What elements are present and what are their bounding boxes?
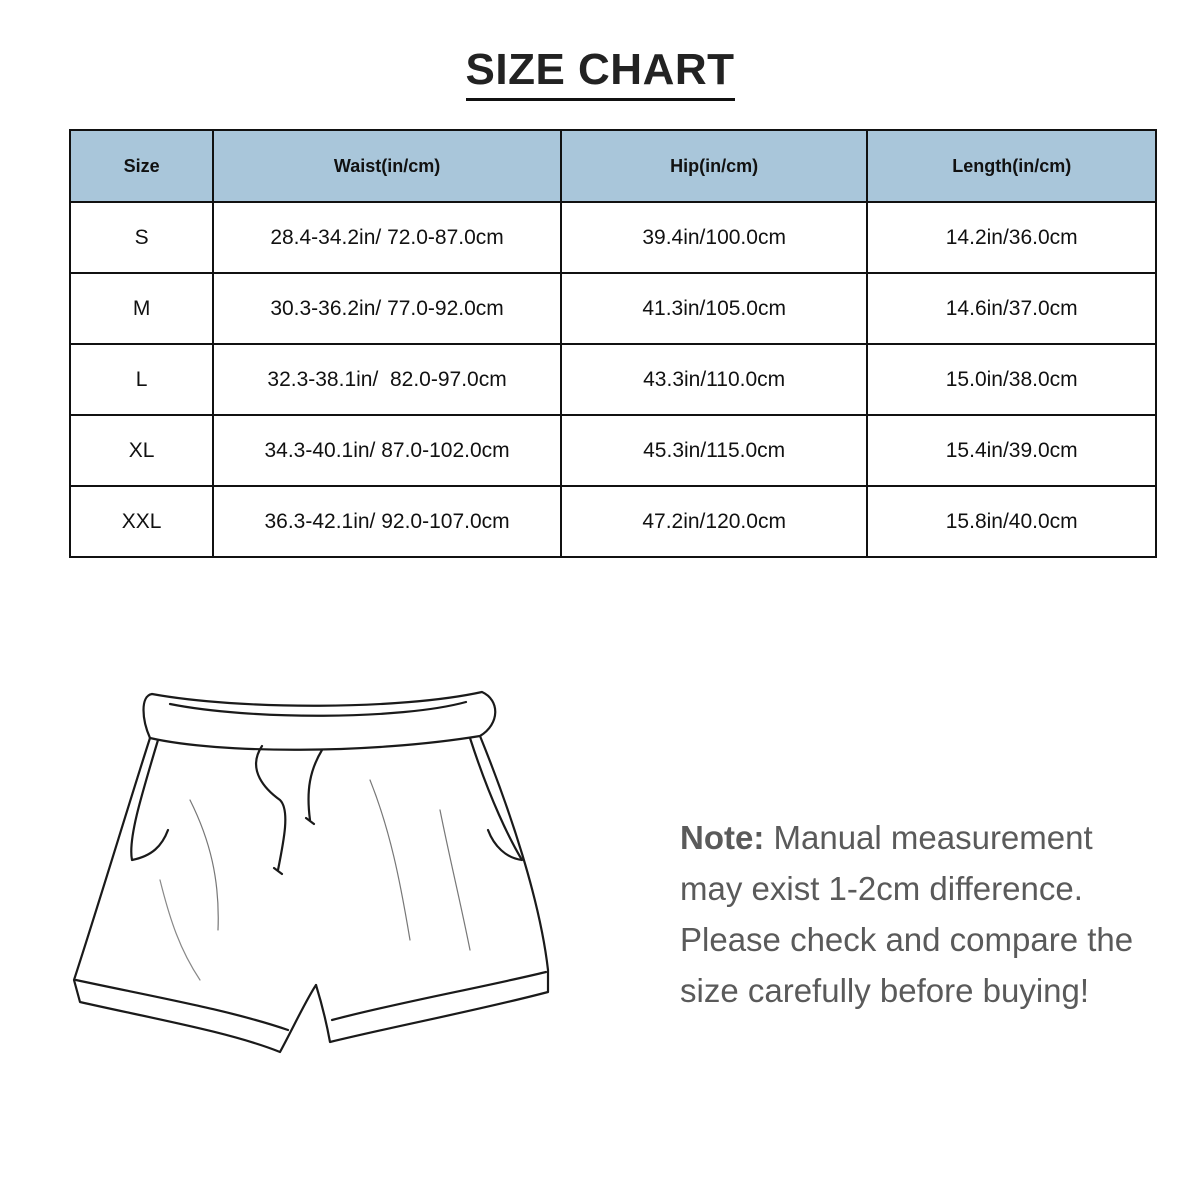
table-row: [70, 344, 1156, 415]
shorts-icon: [70, 680, 560, 1060]
cell-hip: 39.4in/100.0cm: [561, 202, 868, 273]
cell-hip: 47.2in/120.0cm: [561, 486, 868, 557]
cell-waist: 36.3-42.1in/ 92.0-107.0cm: [213, 486, 561, 557]
table-row: [70, 273, 1156, 344]
cell-waist: 34.3-40.1in/ 87.0-102.0cm: [213, 415, 561, 486]
cell-size: XXL: [70, 486, 213, 557]
header-hip: Hip(in/cm): [561, 130, 868, 202]
cell-hip: 41.3in/105.0cm: [561, 273, 868, 344]
cell-size: S: [70, 202, 213, 273]
cell-size: L: [70, 344, 213, 415]
header-length: Length(in/cm): [867, 130, 1156, 202]
cell-size: XL: [70, 415, 213, 486]
table-row: [70, 415, 1156, 486]
cell-waist: 28.4-34.2in/ 72.0-87.0cm: [213, 202, 561, 273]
cell-length: 15.0in/38.0cm: [867, 344, 1156, 415]
cell-hip: 43.3in/110.0cm: [561, 344, 868, 415]
table-header-row: [70, 130, 1156, 202]
table-row: [70, 202, 1156, 273]
cell-length: 15.4in/39.0cm: [867, 415, 1156, 486]
note-label: Note:: [680, 819, 765, 856]
cell-length: 14.2in/36.0cm: [867, 202, 1156, 273]
page-title: [0, 44, 1200, 101]
cell-hip: 45.3in/115.0cm: [561, 415, 868, 486]
cell-length: 14.6in/37.0cm: [867, 273, 1156, 344]
measurement-note: [680, 812, 1160, 1016]
shorts-illustration: [70, 680, 560, 1060]
cell-length: 15.8in/40.0cm: [867, 486, 1156, 557]
cell-size: M: [70, 273, 213, 344]
page-title-text: SIZE CHART: [466, 44, 735, 101]
header-size: Size: [70, 130, 213, 202]
cell-waist: 30.3-36.2in/ 77.0-92.0cm: [213, 273, 561, 344]
size-chart-table: [69, 129, 1157, 558]
header-waist: Waist(in/cm): [213, 130, 561, 202]
table-row: [70, 486, 1156, 557]
cell-waist: 32.3-38.1in/ 82.0-97.0cm: [213, 344, 561, 415]
note-text: Manual measurement may exist 1-2cm difference. Please check and compare the size carefully before buying!: [680, 819, 1134, 1009]
